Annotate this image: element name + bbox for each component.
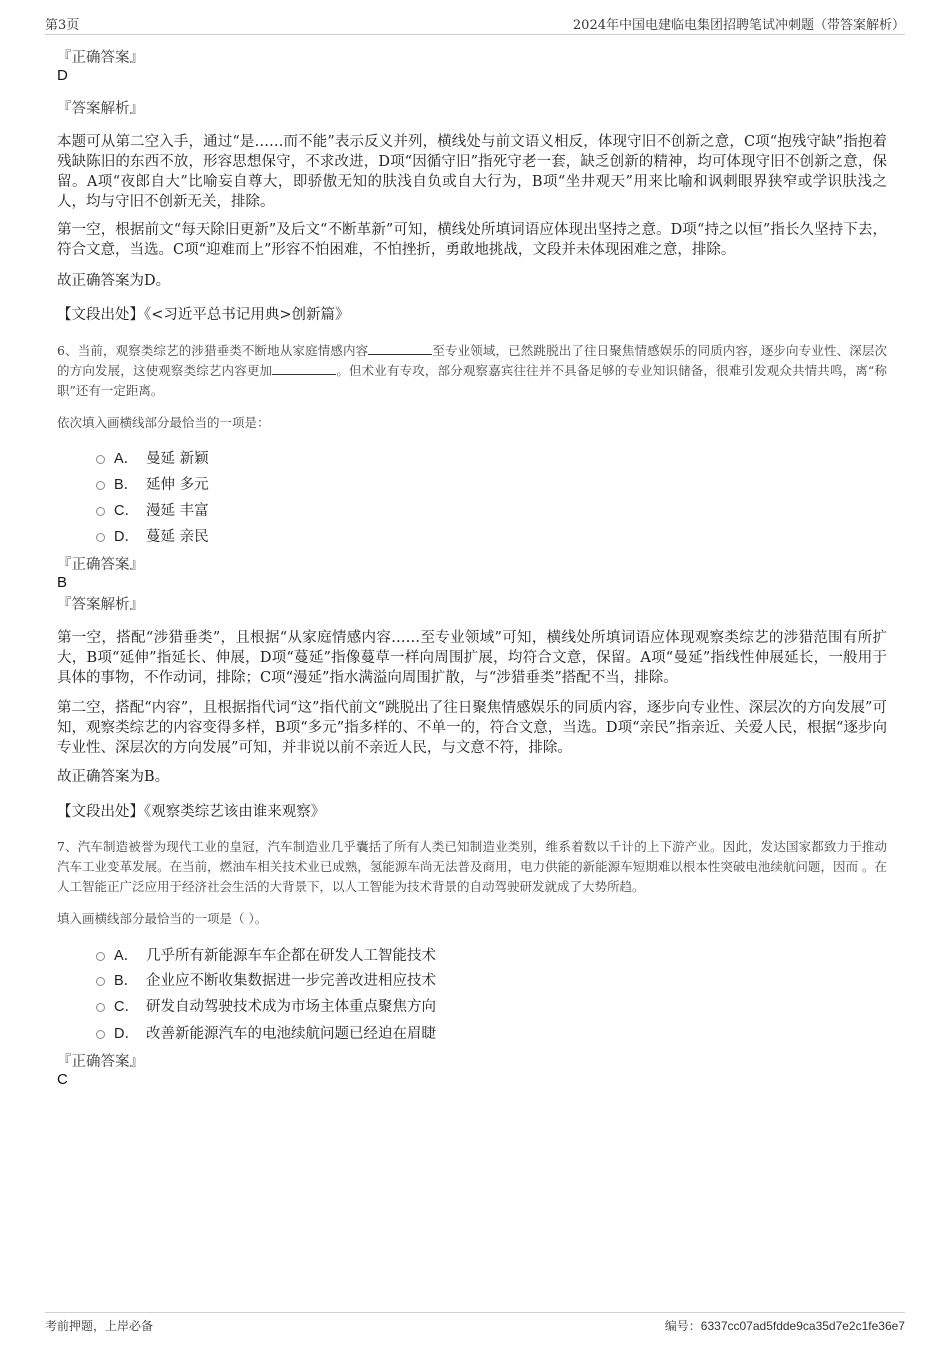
option-text: 蔓延 亲民 (146, 529, 209, 545)
fill-blank (272, 362, 336, 375)
answer-label: 『正确答案』 (57, 557, 144, 573)
option-letter: A． (114, 451, 139, 467)
stem-part: 。但术业有专攻，部分观察嘉宾往往并不具备足够的专业知识储备，很难引发观众共情共鸣，离“称职”还有一定距离。 (57, 363, 887, 398)
option-text: 延伸 多元 (146, 477, 209, 493)
option-letter: C． (114, 503, 139, 519)
source-citation: 【文段出处】《观察类综艺该由谁来观察》 (57, 804, 326, 820)
option-letter: D． (114, 1026, 139, 1042)
option-letter: B． (114, 477, 139, 493)
question-prompt: 依次填入画横线部分最恰当的一项是： (57, 415, 270, 430)
page-footer (45, 1312, 905, 1335)
radio-button[interactable] (96, 481, 105, 490)
analysis-conclusion: 故正确答案为D。 (57, 273, 171, 289)
stem-part: 6、当前，观察类综艺的涉猎垂类不断地从家庭情感内容 (57, 343, 369, 358)
option-text: 研发自动驾驶技术成为市场主体重点聚焦方向 (146, 999, 436, 1015)
answer-value: C (57, 1071, 68, 1088)
page-header (45, 14, 905, 35)
option-text: 几乎所有新能源车车企都在研发人工智能技术 (146, 948, 436, 964)
option-text: 改善新能源汽车的电池续航问题已经迫在眉睫 (146, 1026, 436, 1042)
radio-button[interactable] (96, 952, 105, 961)
analysis-paragraph: 本题可从第二空入手，通过“是……而不能”表示反义并列，横线处与前文语义相反，体现守旧不创新之意，C项“抱残守缺”指抱着残缺陈旧的东西不放，形容思想保守，不求改进，D项“因循守旧”指死守老一套，缺乏创新的精神，均可体现守旧不创新之意，保留。A项“夜郎自大”比喻妄自尊大，即骄傲无知的肤浅自负或自大行为，B项“坐井观天”用来比喻和讽刺眼界狭窄或学识肤浅之人，均与守旧不创新无关，排除。 (57, 134, 887, 210)
option-letter: B． (114, 973, 139, 989)
stem-part: 至专业领域，已然跳脱出了往日聚焦情感娱乐的同质内容，逐步向专业性、深层次的方向发展，这使观察类综艺内容更加 (57, 343, 887, 378)
option-letter: A． (114, 948, 139, 964)
footer-slogan: 考前押题，上岸必备 (45, 1319, 154, 1333)
option-letter: D． (114, 529, 139, 545)
analysis-paragraph: 第一空，搭配“涉猎垂类”，且根据“从家庭情感内容……至专业领域”可知，横线处所填词语应体现观察类综艺的涉猎范围有所扩大，B项“延伸”指延长、伸展，D项“蔓延”指像蔓草一样向周围扩展，均符合文意，保留。A项“曼延”指线性伸展延长，一般用于具体的事物，不作动词，排除；C项“漫延”指水满溢向周围扩散，与“涉猎垂类”搭配不当，排除。 (57, 630, 887, 686)
analysis-paragraph: 第一空，根据前文“每天除旧更新”及后文“不断革新”可知，横线处所填词语应体现出坚持之意。D项“持之以恒”指长久坚持下去，符合文意，当选。C项“迎难而上”形容不怕困难，不怕挫折，勇敢地挑战，文段并未体现困难之意，排除。 (57, 222, 887, 258)
radio-button[interactable] (96, 1003, 105, 1012)
question-prompt: 填入画横线部分最恰当的一项是（ ）。 (57, 911, 268, 926)
analysis-conclusion: 故正确答案为B。 (57, 769, 170, 785)
page-number: 第3页 (45, 18, 80, 33)
document-title: 2024年中国电建临电集团招聘笔试冲刺题（带答案解析） (572, 18, 905, 33)
radio-button[interactable] (96, 455, 105, 464)
option-text: 企业应不断收集数据进一步完善改进相应技术 (146, 973, 436, 989)
answer-value: B (57, 574, 68, 591)
analysis-label: 『答案解析』 (57, 597, 144, 613)
question-stem (57, 341, 887, 401)
radio-button[interactable] (96, 507, 105, 516)
option-text: 漫延 丰富 (146, 503, 209, 519)
radio-button[interactable] (96, 1030, 105, 1039)
analysis-label: 『答案解析』 (57, 101, 144, 117)
fill-blank (368, 342, 432, 355)
analysis-paragraph: 第二空，搭配“内容”，且根据指代词“这”指代前文“跳脱出了往日聚焦情感娱乐的同质内容，逐步向专业性、深层次的方向发展”可知，观察类综艺的内容变得多样，B项“多元”指多样的、不单一的，符合文意，当选。D项“亲民”指亲近、关爱人民，根据“逐步向专业性、深层次的方向发展”可知，并非说以前不亲近人民，与文意不符，排除。 (57, 700, 887, 756)
radio-button[interactable] (96, 533, 105, 542)
radio-button[interactable] (96, 977, 105, 986)
answer-label: 『正确答案』 (57, 50, 144, 66)
question-stem: 7、汽车制造被誉为现代工业的皇冠，汽车制造业几乎囊括了所有人类已知制造业类别，维系着数以千计的上下游产业。因此，发达国家都致力于推动汽车工业变革发展。在当前，燃油车相关技术业已成熟，氢能源车尚无法普及商用，电力供能的新能源车短期难以根本性突破电池续航问题，因而 。在人工智能正广泛应用于经济社会生活的大背景下，以人工智能为技术背景的自动驾驶研发就成了大势所趋。 (57, 839, 887, 894)
option-text: 曼延 新颖 (146, 451, 209, 467)
source-citation: 【文段出处】《<习近平总书记用典>创新篇》 (57, 307, 350, 323)
document-id: 编号：6337cc07ad5fdde9ca35d7e2c1fe36e7 (664, 1319, 905, 1333)
answer-label: 『正确答案』 (57, 1054, 144, 1070)
option-letter: C． (114, 999, 139, 1015)
answer-value: D (57, 67, 68, 84)
